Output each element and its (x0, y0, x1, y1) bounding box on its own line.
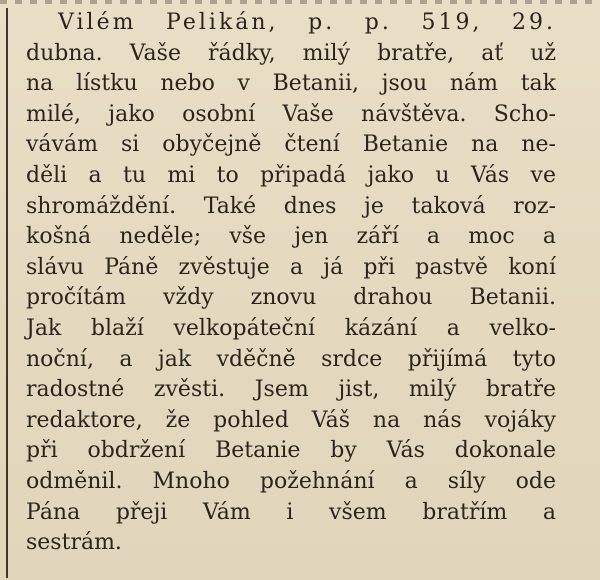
text-line-10: pročítám vždy znovu drahou Betanii. (26, 285, 556, 311)
text-line-4: milé, jako osobní Vaše návštěva. Scho- (26, 101, 556, 127)
text-line-6: děli a tu mi to připadá jako u Vás ve (26, 162, 556, 188)
text-line-15: při obdržení Betanie by Vás dokonale (26, 438, 556, 464)
text-line-8: košná neděle; vše jen září a moc a (26, 224, 556, 250)
text-line-9: slávu Páně zvěstuje a já při pastvě koní (26, 254, 556, 280)
text-line-11: Jak blaží velkopáteční kázání a velko- (26, 315, 556, 341)
text-line-12: noční, a jak vděčně srdce přijímá tyto (26, 346, 556, 372)
text-line-18: sestrám. (26, 530, 122, 556)
column-rule (6, 8, 8, 578)
text-line-3: na lístku nebo v Betanii, jsou nám tak (26, 71, 556, 97)
text-line-13: radostné zvěsti. Jsem jist, milý bratře (26, 377, 556, 403)
clipping-top-edge (0, 0, 600, 4)
text-line-16: odměnil. Mnoho požehnání a síly ode (26, 468, 556, 494)
text-line-1: Vilém Pelikán, p. p. 519, 29. (58, 10, 556, 35)
text-line-7: shromáždění. Také dnes je taková roz- (26, 193, 556, 219)
letter-paragraph (26, 8, 556, 559)
text-line-2: dubna. Vaše řádky, milý bratře, ať už (26, 40, 556, 66)
text-line-5: vávám si obyčejně čtení Betanie na ne- (26, 132, 556, 158)
text-line-14: redaktore, že pohled Váš na nás vojáky (26, 407, 556, 433)
text-line-17: Pána přeji Vám i všem bratřím a (26, 499, 556, 525)
